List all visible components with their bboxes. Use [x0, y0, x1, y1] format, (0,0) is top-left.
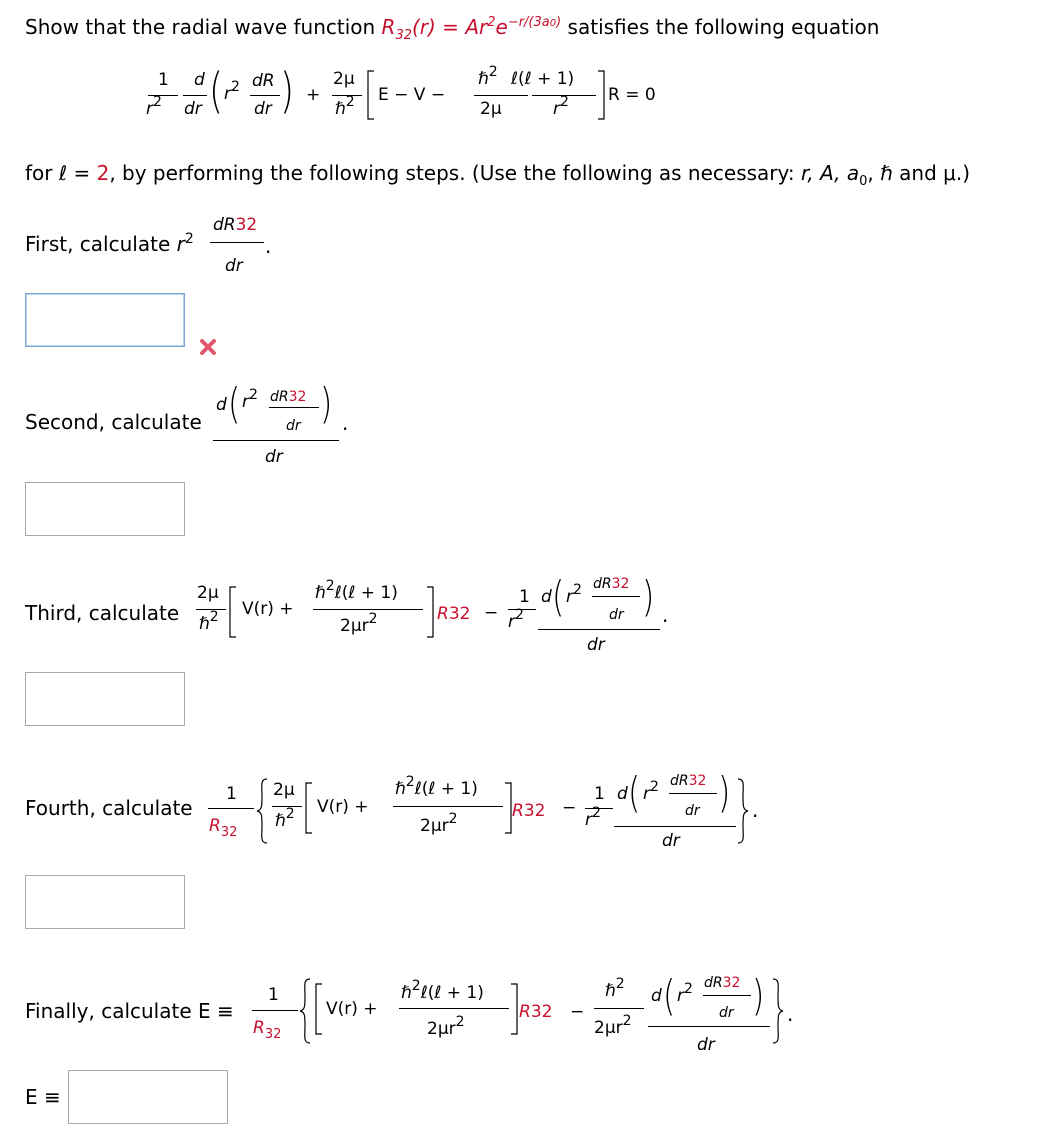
- third-answer-input[interactable]: [25, 672, 185, 726]
- s3-hbar2: ℏ$^2$: [199, 609, 219, 634]
- s3-period: .: [662, 603, 669, 627]
- s5-bracket-right: [509, 983, 519, 1035]
- s4-dr-inner: dr: [685, 803, 700, 819]
- s4-minus: −: [562, 798, 577, 818]
- eq-d: d: [194, 70, 205, 90]
- s5-d: d: [651, 986, 662, 1006]
- s3-r2: $r^2$: [508, 607, 524, 632]
- s5-minus: −: [570, 1002, 585, 1022]
- eq-r-equals: R = 0: [608, 85, 656, 105]
- s5-one: 1: [268, 985, 279, 1005]
- s5-hbar2: ℏ$^2$: [605, 976, 625, 1001]
- s4-period: .: [752, 798, 759, 822]
- s3-dr: dr: [587, 635, 605, 655]
- eq-e-minus-v: E − V −: [378, 85, 446, 105]
- intro-text: Show that the radial wave function $R_{32}(r) = Ar^2e^{-r/(3a0)}$ satisfies the following equation: [25, 15, 880, 43]
- s5-dR: dR32: [704, 975, 741, 991]
- first-answer-input[interactable]: [25, 293, 185, 347]
- s3-2mu: 2μ: [197, 583, 219, 603]
- s5-r2-inner: $r^2$: [677, 981, 693, 1006]
- s3-d: d: [541, 587, 552, 607]
- s5-bracket-left: [314, 983, 324, 1035]
- fourth-answer-input[interactable]: [25, 875, 185, 929]
- eq-dR: dR: [252, 71, 275, 91]
- s3-r2-inner: $r^2$: [566, 582, 582, 607]
- s4-brace-right: [736, 778, 750, 844]
- s2-period: .: [342, 411, 349, 435]
- s3-vr: V(r) +: [242, 599, 294, 619]
- s3-minus: −: [484, 603, 499, 623]
- s5-2mur2: $2\mu r^2$: [427, 1014, 465, 1039]
- s4-one-b: 1: [594, 784, 605, 804]
- s4-2mur2: $2\mu r^2$: [420, 811, 458, 836]
- s5-ell-num: ℏ$^2$ℓ(ℓ + 1): [401, 978, 484, 1003]
- s4-r2-inner: $r^2$: [643, 779, 659, 804]
- s5-R32: $R_{32}$: [253, 1018, 282, 1042]
- s3-dr-inner: dr: [609, 607, 624, 623]
- eq-ell-term: ℓ(ℓ + 1): [511, 69, 575, 89]
- s2-r2: $r^2$: [242, 387, 258, 412]
- eq-r2: $r^2$: [146, 94, 162, 119]
- s4-vr: V(r) +: [317, 797, 369, 817]
- eq-bracket-left: [366, 70, 376, 120]
- eq-2mu: 2μ: [333, 69, 355, 89]
- s5-brace-left: [298, 978, 312, 1044]
- s4-bracket-left: [304, 782, 314, 834]
- step-final-label: Finally, calculate E ≡: [25, 999, 234, 1023]
- eq-r2-inner: $r^2$: [224, 79, 240, 104]
- eq-r2-den: $r^2$: [553, 94, 569, 119]
- s4-brace-left: [255, 778, 269, 844]
- eq-one: 1: [158, 70, 169, 90]
- s3-dR: dR32: [593, 576, 630, 592]
- step-second-label: Second, calculate: [25, 410, 202, 434]
- final-answer-input[interactable]: [68, 1070, 228, 1124]
- s4-dR: dR32: [670, 773, 707, 789]
- s2-dr: dr: [265, 447, 283, 467]
- s4-dr: dr: [662, 831, 680, 851]
- step-first-dr: dr: [225, 256, 243, 276]
- eq-2mu-den: 2μ: [480, 99, 502, 119]
- s4-R32: $R_{32}$: [209, 816, 238, 840]
- s2-dr-inner: dr: [286, 418, 301, 434]
- ell-value: 2: [96, 161, 110, 185]
- eq-dr2: dr: [254, 99, 272, 119]
- eq-hbar2: ℏ$^2$: [335, 94, 355, 119]
- s3-ell-num: ℏ$^2$ℓ(ℓ + 1): [315, 578, 398, 603]
- eq-bracket-right: [596, 70, 606, 120]
- s2-dR: dR32: [270, 389, 307, 405]
- s3-R32: R32: [437, 604, 471, 624]
- s5-brace-right: [771, 978, 785, 1044]
- s5-dr: dr: [697, 1035, 715, 1055]
- step-first-period: .: [265, 234, 272, 258]
- s3-2mur2: $2\mu r^2$: [340, 611, 378, 636]
- eq-plus: +: [306, 85, 321, 105]
- s4-2mu: 2μ: [273, 780, 295, 800]
- s5-dr-inner: dr: [719, 1005, 734, 1021]
- s5-2mur2-b: $2\mu r^2$: [594, 1013, 632, 1038]
- step-fourth-label: Fourth, calculate: [25, 796, 193, 820]
- s5-period: .: [787, 1002, 794, 1026]
- s4-ell-num: ℏ$^2$ℓ(ℓ + 1): [395, 774, 478, 799]
- s3-bracket-left: [228, 586, 238, 638]
- second-answer-input[interactable]: [25, 482, 185, 536]
- s5-R32-inner: R32: [519, 1002, 553, 1022]
- s2-d: d: [216, 395, 227, 415]
- s4-d: d: [617, 784, 628, 804]
- s4-r2: $r^2$: [585, 805, 601, 830]
- s3-one: 1: [519, 587, 530, 607]
- incorrect-x-icon: [199, 338, 217, 356]
- s5-vr: V(r) +: [326, 999, 378, 1019]
- intro-func: $R_{32}(r) = Ar^2e^{-r/(3a0)}$: [381, 15, 562, 43]
- step-first-label: First, calculate $r^2$: [25, 231, 194, 256]
- s4-one: 1: [226, 784, 237, 804]
- s4-R32-inner: R32: [512, 801, 546, 821]
- step-first-dR: dR32: [213, 215, 258, 235]
- eq-hbar2-num: ℏ$^2$: [478, 64, 498, 89]
- step-third-label: Third, calculate: [25, 601, 180, 625]
- for-line: for ℓ = 2, by performing the following steps. (Use the following as necessary: r, A, $a_0$, ℏ and μ.): [25, 161, 971, 189]
- eq-dr: dr: [184, 99, 202, 119]
- s4-hbar2: ℏ$^2$: [275, 806, 295, 831]
- s3-bracket-right: [425, 586, 435, 638]
- e-equiv-label: E ≡: [25, 1085, 61, 1109]
